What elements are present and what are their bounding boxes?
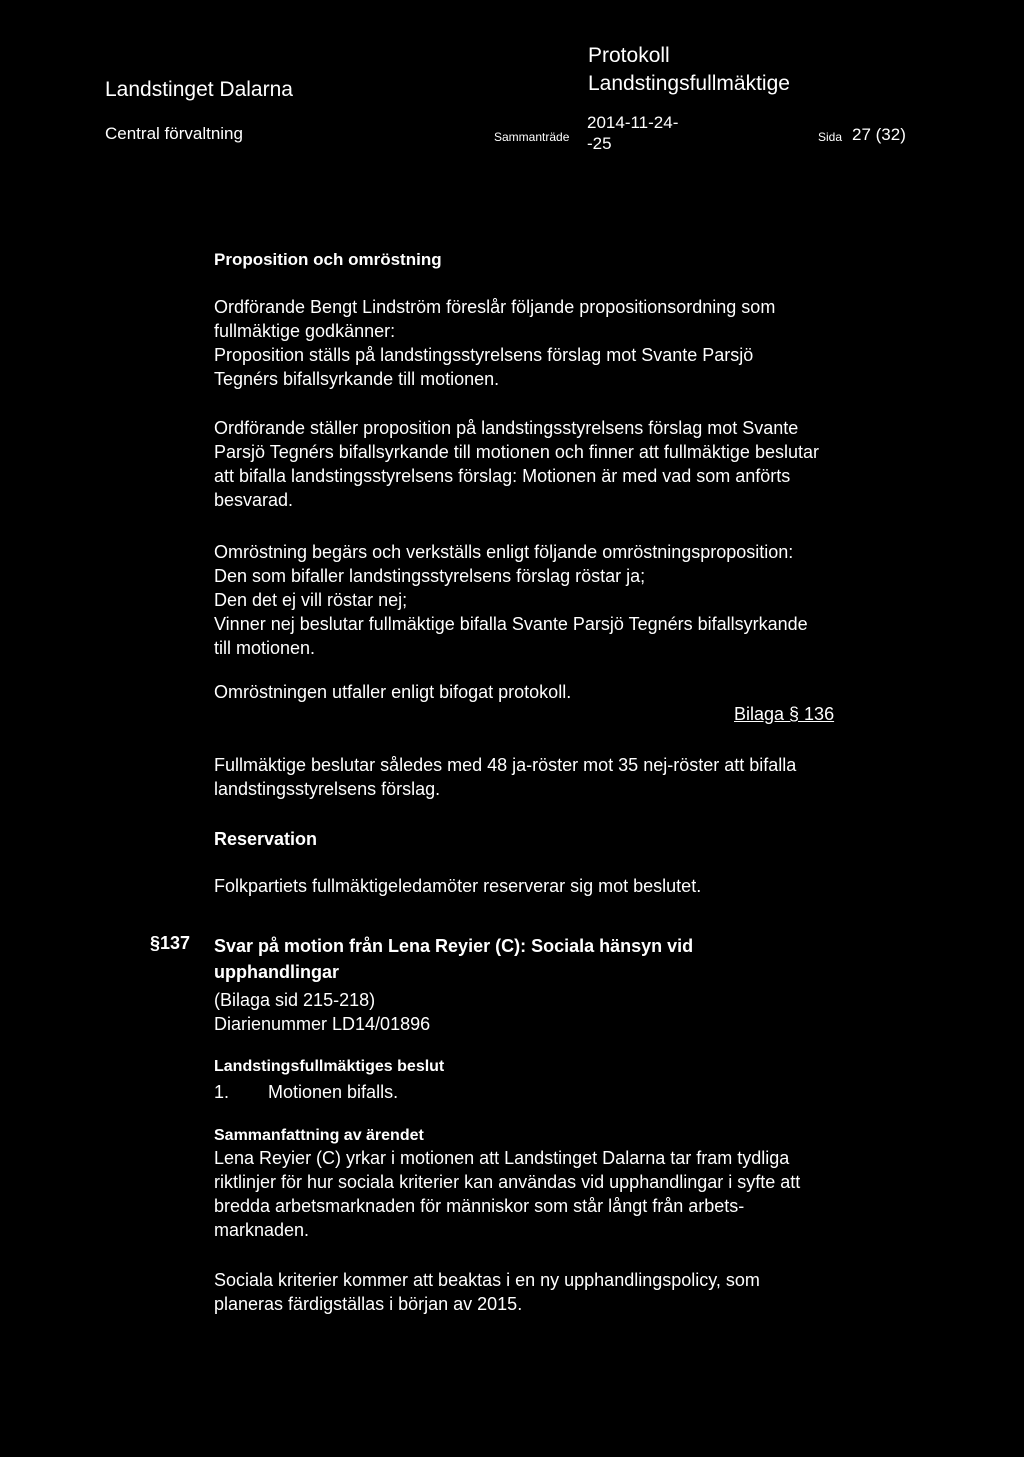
heading-decision: Landstingsfullmäktiges beslut bbox=[214, 1058, 445, 1075]
text-line: Ordförande ställer proposition på landstingsstyrelsens förslag mot Svante bbox=[214, 418, 799, 438]
paragraph-summary bbox=[214, 1146, 914, 1242]
decision-text: Motionen bifalls. bbox=[268, 1082, 399, 1102]
section-number: §137 bbox=[150, 933, 191, 953]
organization-name: Landstinget Dalarna bbox=[105, 78, 293, 101]
meeting-date-line1: 2014-11-24- bbox=[587, 113, 679, 132]
paragraph-propositionsordning bbox=[214, 295, 914, 391]
paragraph-policy bbox=[214, 1268, 914, 1316]
heading-summary: Sammanfattning av ärendet bbox=[214, 1127, 424, 1144]
decision-item bbox=[214, 1080, 914, 1104]
meeting-date-line2: -25 bbox=[587, 134, 612, 153]
text-line: Proposition ställs på landstingsstyrelsens förslag mot Svante Parsjö bbox=[214, 345, 754, 365]
paragraph-proposition-result bbox=[214, 416, 914, 512]
page-label: Sida bbox=[818, 130, 843, 144]
attachment-pages: (Bilaga sid 215-218) bbox=[214, 990, 376, 1010]
paragraph-reservation: Folkpartiets fullmäktigeledamöter reserverar sig mot beslutet. bbox=[214, 876, 702, 896]
department-name: Central förvaltning bbox=[105, 124, 243, 143]
text-line: bredda arbetsmarknaden för människor som står långt från arbets- bbox=[214, 1196, 745, 1216]
heading-reservation: Reservation bbox=[214, 829, 318, 849]
text-line: Lena Reyier (C) yrkar i motionen att Landstinget Dalarna tar fram tydliga bbox=[214, 1148, 790, 1168]
text-line: Fullmäktige beslutar således med 48 ja-röster mot 35 nej-röster att bifalla bbox=[214, 755, 797, 775]
text-line: marknaden. bbox=[214, 1220, 310, 1240]
heading-proposition: Proposition och omröstning bbox=[214, 250, 442, 269]
document-type: Protokoll bbox=[588, 44, 670, 67]
text-line: Parsjö Tegnérs bifallsyrkande till motionen och finner att fullmäktige beslutar bbox=[214, 442, 819, 462]
text-line: Den det ej vill röstar nej; bbox=[214, 590, 408, 610]
text-line: Den som bifaller landstingsstyrelsens förslag röstar ja; bbox=[214, 566, 646, 586]
text-line: landstingsstyrelsens förslag. bbox=[214, 779, 441, 799]
meeting-label: Sammanträde bbox=[494, 130, 570, 144]
paragraph-omrostning bbox=[214, 540, 914, 660]
text-line: besvarad. bbox=[214, 490, 294, 510]
text-line: att bifalla landstingsstyrelsens förslag: Motionen är med vad som anförts bbox=[214, 466, 791, 486]
text-line: till motionen. bbox=[214, 638, 316, 658]
decision-number: 1. bbox=[214, 1082, 230, 1102]
text-line: planeras färdigställas i början av 2015. bbox=[214, 1294, 523, 1314]
attachment-reference: Bilaga § 136 bbox=[734, 704, 835, 724]
section-title bbox=[214, 933, 854, 985]
diarienummer: Diarienummer LD14/01896 bbox=[214, 1014, 431, 1034]
paragraph-omrostning-utfall: Omröstningen utfaller enligt bifogat protokoll. bbox=[214, 682, 572, 702]
text-line: riktlinjer för hur sociala kriterier kan användas vid upphandlingar i syfte att bbox=[214, 1172, 801, 1192]
page-number: 27 (32) bbox=[852, 125, 906, 144]
section-title-line: Svar på motion från Lena Reyier (C): Sociala hänsyn vid bbox=[214, 936, 694, 956]
text-line: Omröstning begärs och verkställs enligt följande omröstningsproposition: bbox=[214, 542, 794, 562]
paragraph-decision-votes bbox=[214, 753, 914, 801]
text-line: Ordförande Bengt Lindström föreslår följande propositionsordning som bbox=[214, 297, 776, 317]
text-line: Tegnérs bifallsyrkande till motionen. bbox=[214, 369, 500, 389]
text-line: Sociala kriterier kommer att beaktas i en ny upphandlingspolicy, som bbox=[214, 1270, 760, 1290]
text-line: Vinner nej beslutar fullmäktige bifalla Svante Parsjö Tegnérs bifallsyrkande bbox=[214, 614, 808, 634]
section-title-line: upphandlingar bbox=[214, 962, 339, 982]
text-line: fullmäktige godkänner: bbox=[214, 321, 396, 341]
governing-body: Landstingsfullmäktige bbox=[588, 72, 790, 95]
